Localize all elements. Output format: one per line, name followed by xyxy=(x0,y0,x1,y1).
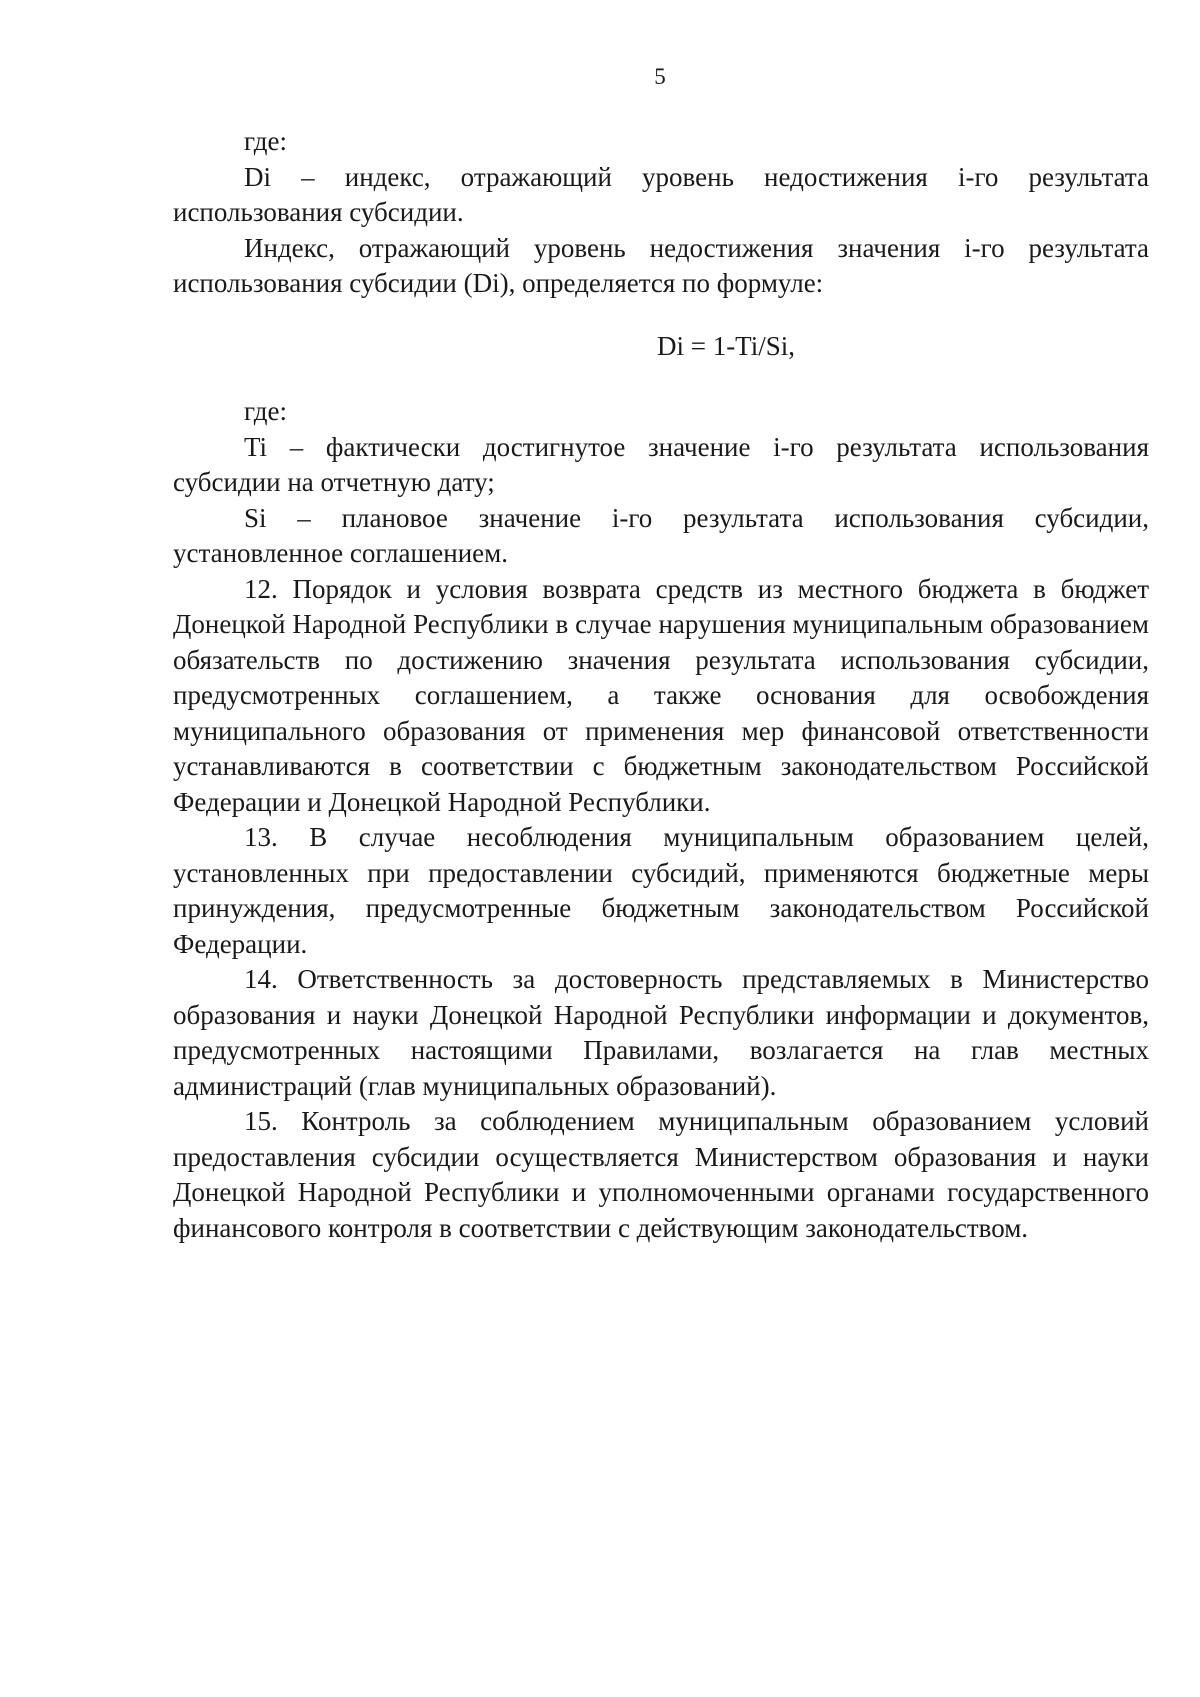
paragraph-di-definition: Di – индекс, отражающий уровень недостижения i-го результата использования субсидии. xyxy=(173,161,1149,227)
paragraph-where-1: где: xyxy=(244,126,287,156)
paragraph-si-definition: Si – плановое значение i-го результата использования субсидии, установленное соглашением. xyxy=(173,502,1149,568)
paragraph-12: 12. Порядок и условия возврата средств из местного бюджета в бюджет Донецкой Народной Республики в случае нарушения муниципальным образованием обязательств по достижению значения результата использования субсидии, предусмотренных соглашением, а также основания для освобождения муниципального образования от применения мер финансовой ответственности устанавливаются в соответствии с бюджетным законодательством Российской Федерации и Донецкой Народной Республики. xyxy=(173,573,1149,817)
paragraph-15: 15. Контроль за соблюдением муниципальным образованием условий предоставления субсидии осуществляется Министерством образования и науки Донецкой Народной Республики и уполномоченными органами государственного финансового контроля в соответствии с действующим законодательством. xyxy=(173,1106,1149,1243)
paragraph-13: 13. В случае несоблюдения муниципальным образованием целей, установленных при предоставлении субсидий, применяются бюджетные меры принуждения, предусмотренные бюджетным законодательством Российской Федерации. xyxy=(173,822,1149,959)
page-number: 5 xyxy=(654,64,666,89)
paragraph-ti-definition: Ti – фактически достигнутое значение i-го результата использования субсидии на отчетную дату; xyxy=(173,431,1149,497)
paragraph-14: 14. Ответственность за достоверность представляемых в Министерство образования и науки Донецкой Народной Республики информации и документов, предусмотренных настоящими Правилами, возлагается на глав местных администраций (глав муниципальных образований). xyxy=(173,964,1149,1101)
paragraph-where-2: где: xyxy=(244,396,287,426)
formula: Di = 1-Ti/Si, xyxy=(656,330,796,361)
paragraph-di-formula-intro: Индекс, отражающий уровень недостижения значения i-го результата использования субсидии (Di), определяется по формуле: xyxy=(173,232,1149,298)
document-body xyxy=(173,124,1149,1246)
